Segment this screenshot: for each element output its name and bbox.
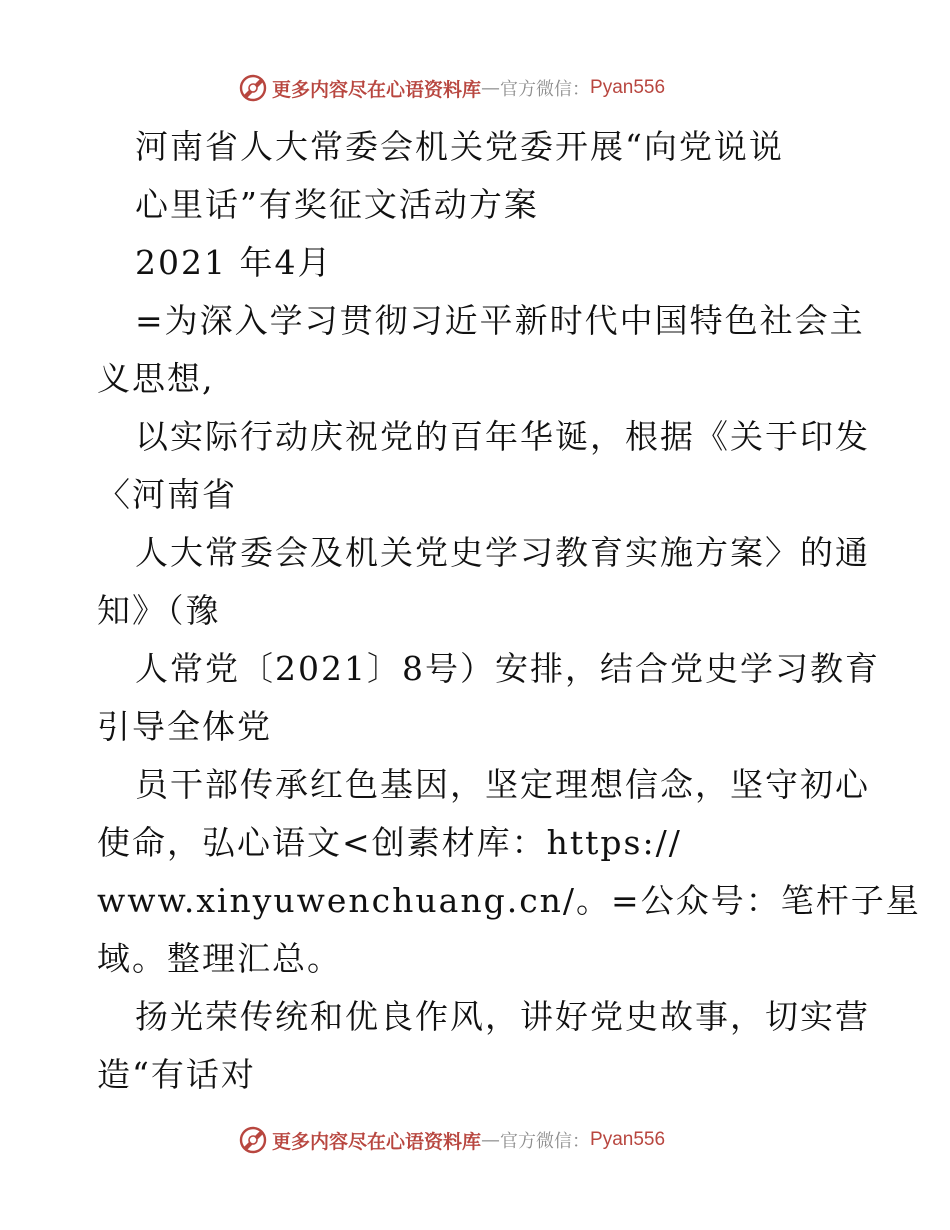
brand-text: 更多内容尽在心语资料库 xyxy=(272,1130,482,1153)
doc-title-line-1: 河南省人大常委会机关党委开展“向党说说 xyxy=(135,127,784,166)
wechat-label: 官方微信： xyxy=(500,79,591,100)
brand-separator: — xyxy=(481,77,501,99)
doc-line: 〈河南省 xyxy=(97,475,237,514)
doc-line: 知》（豫 xyxy=(97,591,221,630)
wechat-id: Pyan556 xyxy=(590,1129,666,1150)
doc-line: 以实际行动庆祝党的百年华诞，根据《关于印发 xyxy=(135,417,870,456)
doc-title-line-2: 心里话”有奖征文活动方案 xyxy=(135,185,539,224)
brand-bar xyxy=(238,68,665,108)
doc-line: www.xinyuwenchuang.cn/。=公众号：笔杆子星 xyxy=(97,881,921,920)
doc-line: 使命，弘心语文<创素材库：https:// xyxy=(97,823,682,862)
doc-line: 义思想, xyxy=(97,359,215,398)
doc-line: 引导全体党 xyxy=(97,707,272,746)
wechat-label: 官方微信： xyxy=(500,1131,591,1152)
footer-watermark xyxy=(0,1120,950,1160)
doc-date: 2021 年4月 xyxy=(135,243,333,282)
doc-line: 造“有话对 xyxy=(97,1055,256,1094)
doc-line: 域。整理汇总。 xyxy=(97,939,342,978)
brand-bar xyxy=(238,1120,665,1160)
doc-line: 扬光荣传统和优良作风，讲好党史故事，切实营 xyxy=(135,997,870,1036)
brand-text: 更多内容尽在心语资料库 xyxy=(272,78,482,101)
logo-icon xyxy=(238,1125,268,1155)
wechat-id: Pyan556 xyxy=(590,77,666,98)
brand-separator: — xyxy=(481,1129,501,1151)
doc-line: 人大常委会及机关党史学习教育实施方案〉的通 xyxy=(135,533,870,572)
header-watermark xyxy=(0,68,950,108)
logo-icon xyxy=(238,73,268,103)
doc-line: 人常党〔2021〕8号）安排，结合党史学习教育 xyxy=(135,649,880,688)
doc-line: =为深入学习贯彻习近平新时代中国特色社会主 xyxy=(135,301,865,340)
doc-line: 员干部传承红色基因，坚定理想信念，坚守初心 xyxy=(135,765,870,804)
